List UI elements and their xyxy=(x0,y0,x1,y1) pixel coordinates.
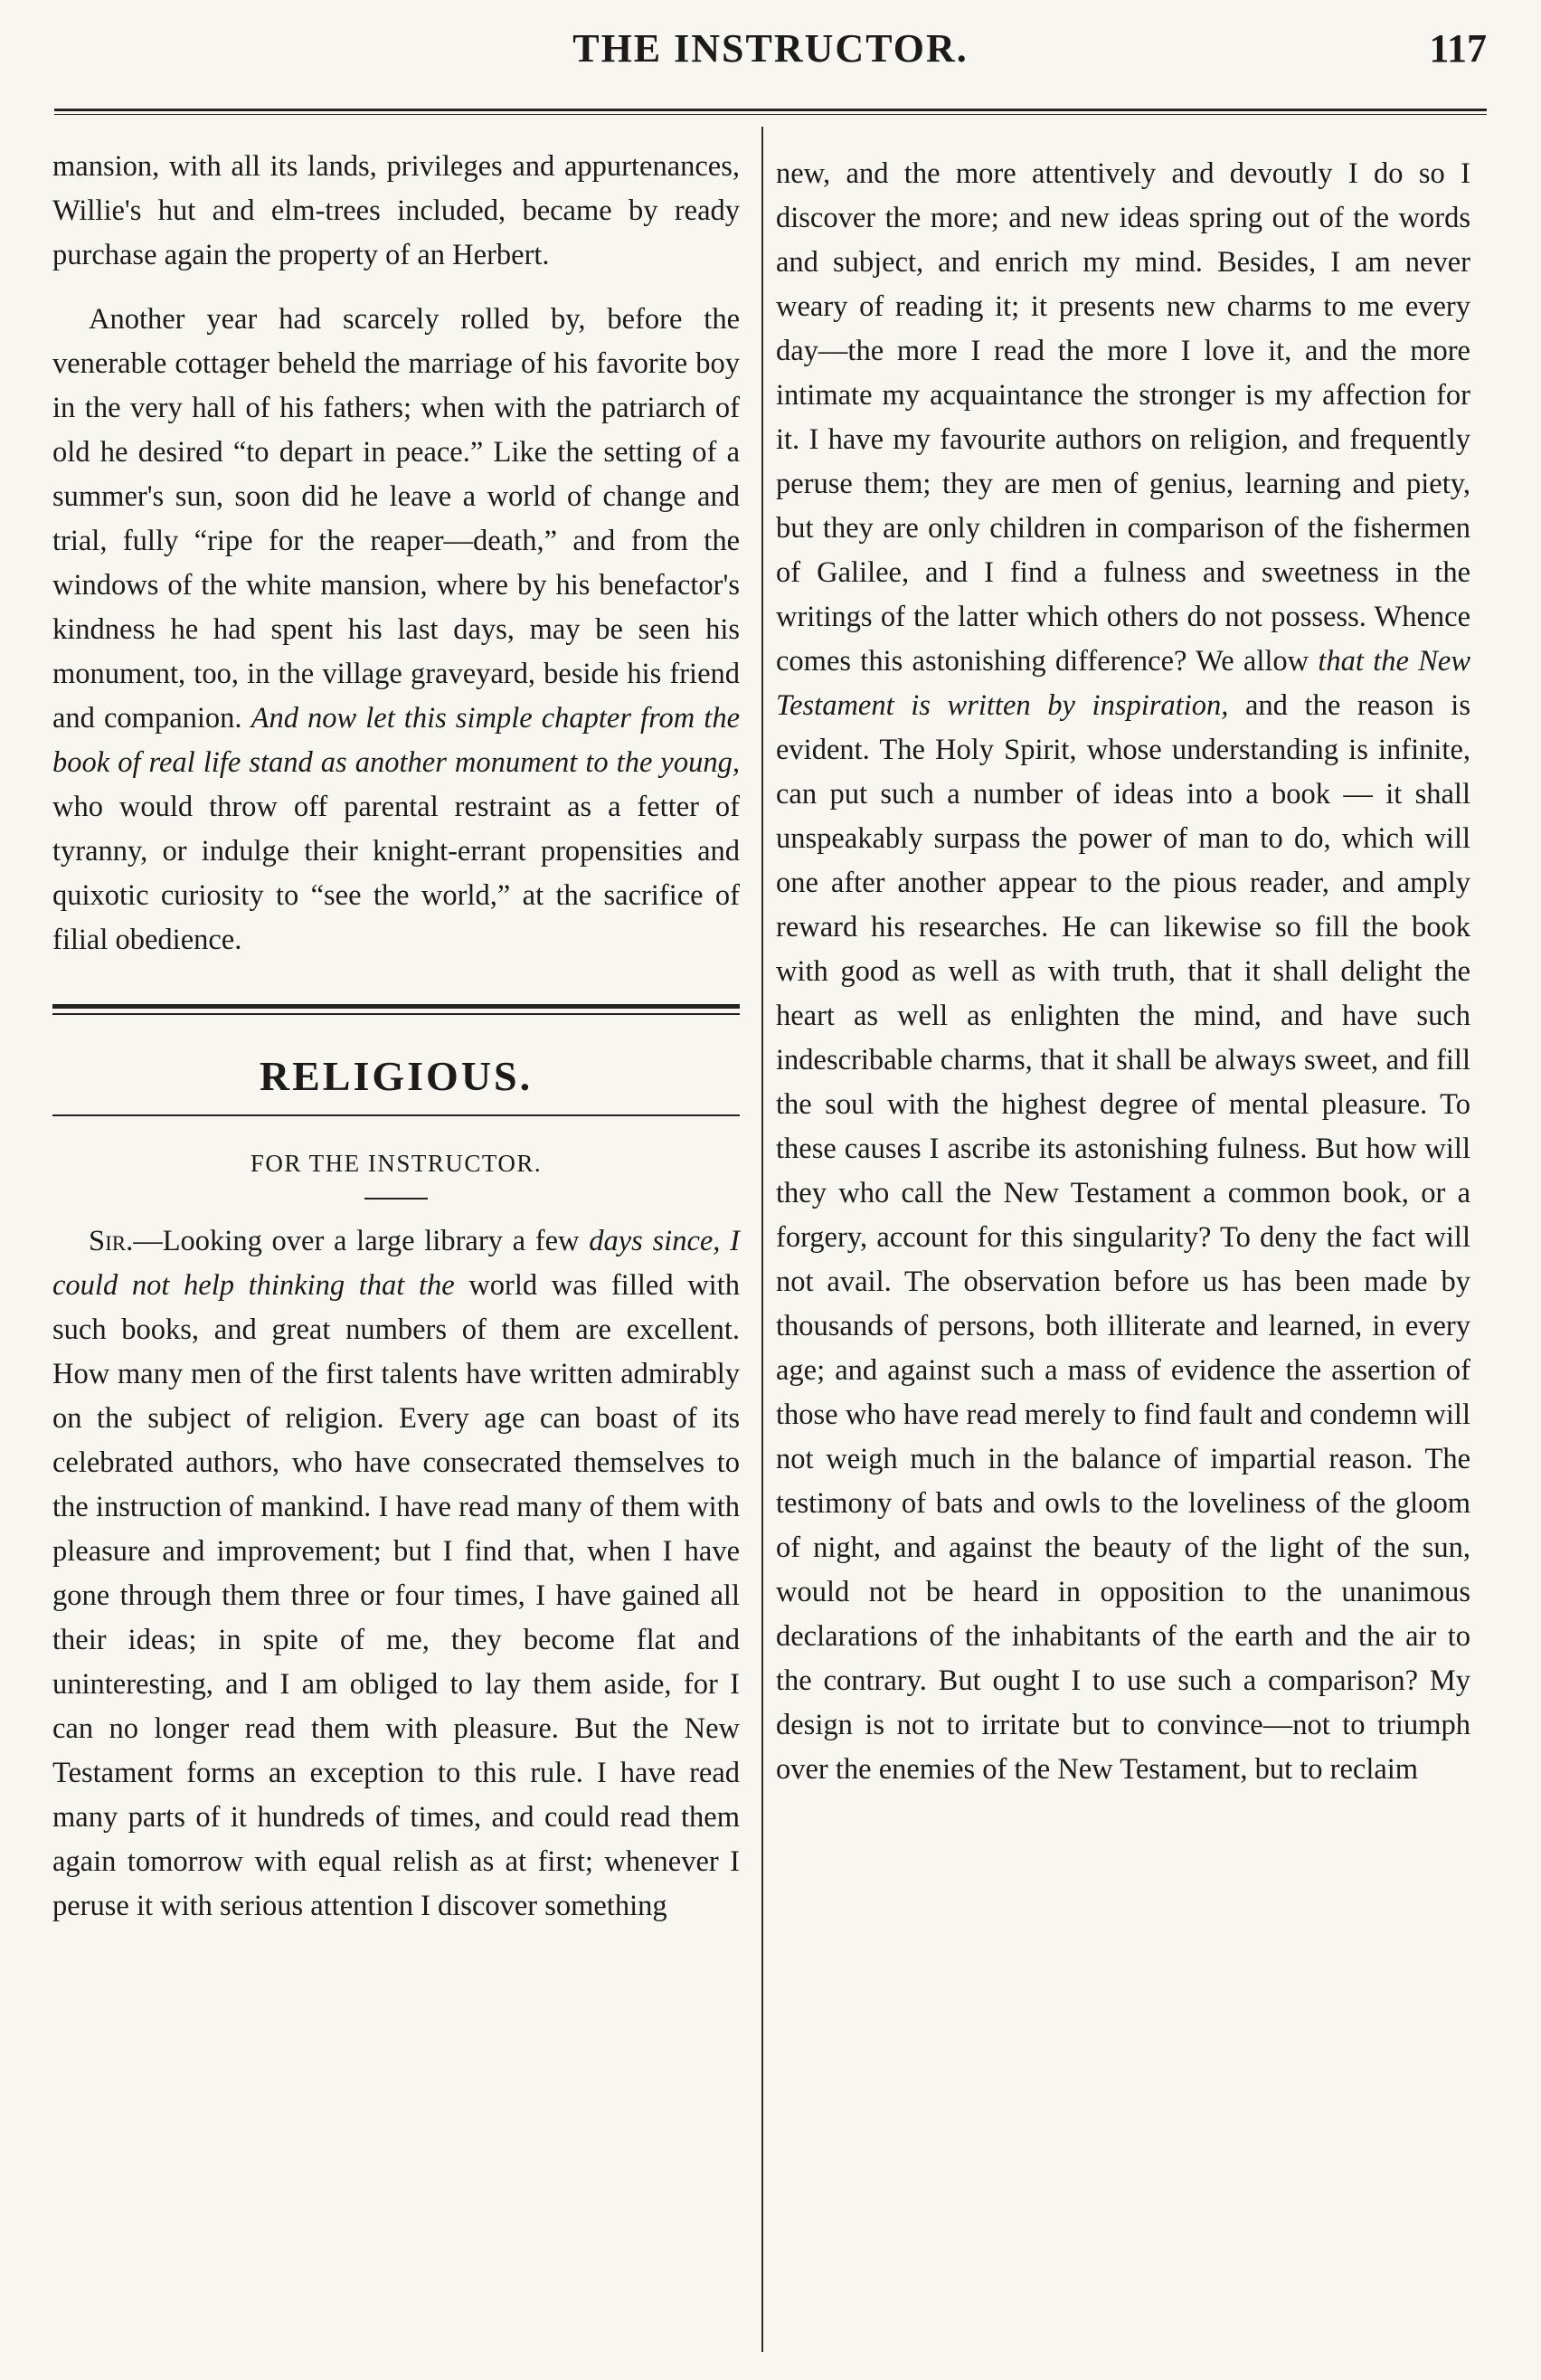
continuation-text-b: and the reason is evident. The Holy Spirit, whose understanding is infinite, can put such a number of ideas into a book — it shall unspeakably surpass the power of man to do, which will one after another appear to the pious reader, and amply reward his researches. He can likewise so fill the book with good as well as with truth, that it shall delight the heart as well as enlighten the mind, and have such indescribable charms, that it shall be always sweet, and fill the soul with the highest degree of mental pleasure. To these causes I ascribe its astonishing fulness. But how will they who call the New Testament a common book, or a forgery, account for this singularity? To deny the fact will not avail. The observation before us has been made by thousands of persons, both illiterate and learned, in every age; and against such a mass of evidence the assertion of those who have read merely to find fault and condemn will not weigh much in the balance of impartial reason. The testimony of bats and owls to the loveliness of the gloom of night, and against the beauty of the light of the sun, would not be heard in opposition to the unanimous declarations of the inhabitants of the earth and the air to the contrary. But ought I to use such a comparison? My design is not to irritate but to convince—not to triumph over the enemies of the New Testament, but to reclaim xyxy=(776,689,1470,1786)
letter-italic: days since, I could not help thinking that the xyxy=(52,1225,740,1302)
story-final-end: who would throw off parental restraint as a fetter of tyranny, or indulge their knight-errant propensities and quixotic curiosity to “see the world,” at the sacrifice of filial obedience. xyxy=(52,791,740,956)
letter-lead: —Looking over a large library a few xyxy=(133,1225,590,1257)
section-heading: RELIGIOUS. xyxy=(259,1053,534,1099)
continuation-text-a: new, and the more attentively and devoutly I do so I discover the more; and new ideas spring out of the words and subject, and enrich my mind. Besides, I am never weary of reading it; it presents new charms to me every day—the more I read the more I love it, and the more intimate my acquaintance the stronger is my affection for it. I have my favourite authors on religion, and frequently peruse them; they are men of genius, learning and piety, but they are only children in comparison of the fishermen of Galilee, and I find a fulness and sweetness in the writings of the latter which others do not possess. Whence comes this astonishing difference? We allow xyxy=(776,157,1470,678)
continuation-italic: that the New Testament is written by inspiration, xyxy=(776,645,1470,722)
heading-rule xyxy=(52,1114,740,1116)
salutation: Sir. xyxy=(89,1225,134,1257)
running-head xyxy=(54,25,1487,80)
byline: FOR THE INSTRUCTOR. xyxy=(250,1150,543,1177)
byline-rule xyxy=(364,1198,428,1199)
right-column xyxy=(776,152,1470,1792)
story-conclusion-paragraph: mansion, with all its lands, privileges and appurtenances, Willie's hut and elm-trees included, became by ready purchase again the property of an Herbert. xyxy=(52,150,740,271)
page-number: 117 xyxy=(1429,26,1487,71)
story-final-paragraph xyxy=(52,298,740,962)
section-divider xyxy=(52,1004,740,1015)
story-final-text: Another year had scarcely rolled by, before the venerable cottager beheld the marriage of his favorite boy in the very hall of his fathers; when with the patriarch of old he desired “to depart in peace.” Like the setting of a summer's sun, soon did he leave a world of change and trial, fully “ripe for the reaper—death,” and from the windows of the white mansion, where by his benefactor's kindness he had spent his last days, may be seen his monument, too, in the village graveyard, beside his friend and companion. xyxy=(52,303,740,735)
column-divider xyxy=(761,127,763,2352)
story-final-italic: And now let this simple chapter from the book of real life stand as another monument to the young, xyxy=(52,702,741,779)
header-rule xyxy=(54,109,1487,115)
letter-continuation xyxy=(776,152,1470,1792)
letter-body: world was filled with such books, and great numbers of them are excellent. How many men of the first talents have written admirably on the subject of religion. Every age can boast of its celebrated authors, who have consecrated themselves to the instruction of mankind. I have read many of them with pleasure and improvement; but I find that, when I have gone through them three or four times, I have gained all their ideas; in spite of me, they become flat and uninteresting, and I am obliged to lay them aside, for I can no longer read them with pleasure. But the New Testament forms an exception to this rule. I have read many parts of it hundreds of times, and could read them again tomorrow with equal relish as at first; whenever I peruse it with serious attention I discover something xyxy=(52,1269,740,1922)
running-title: THE INSTRUCTOR. xyxy=(572,26,969,71)
left-column xyxy=(52,145,740,1929)
letter-paragraph xyxy=(52,1219,740,1929)
